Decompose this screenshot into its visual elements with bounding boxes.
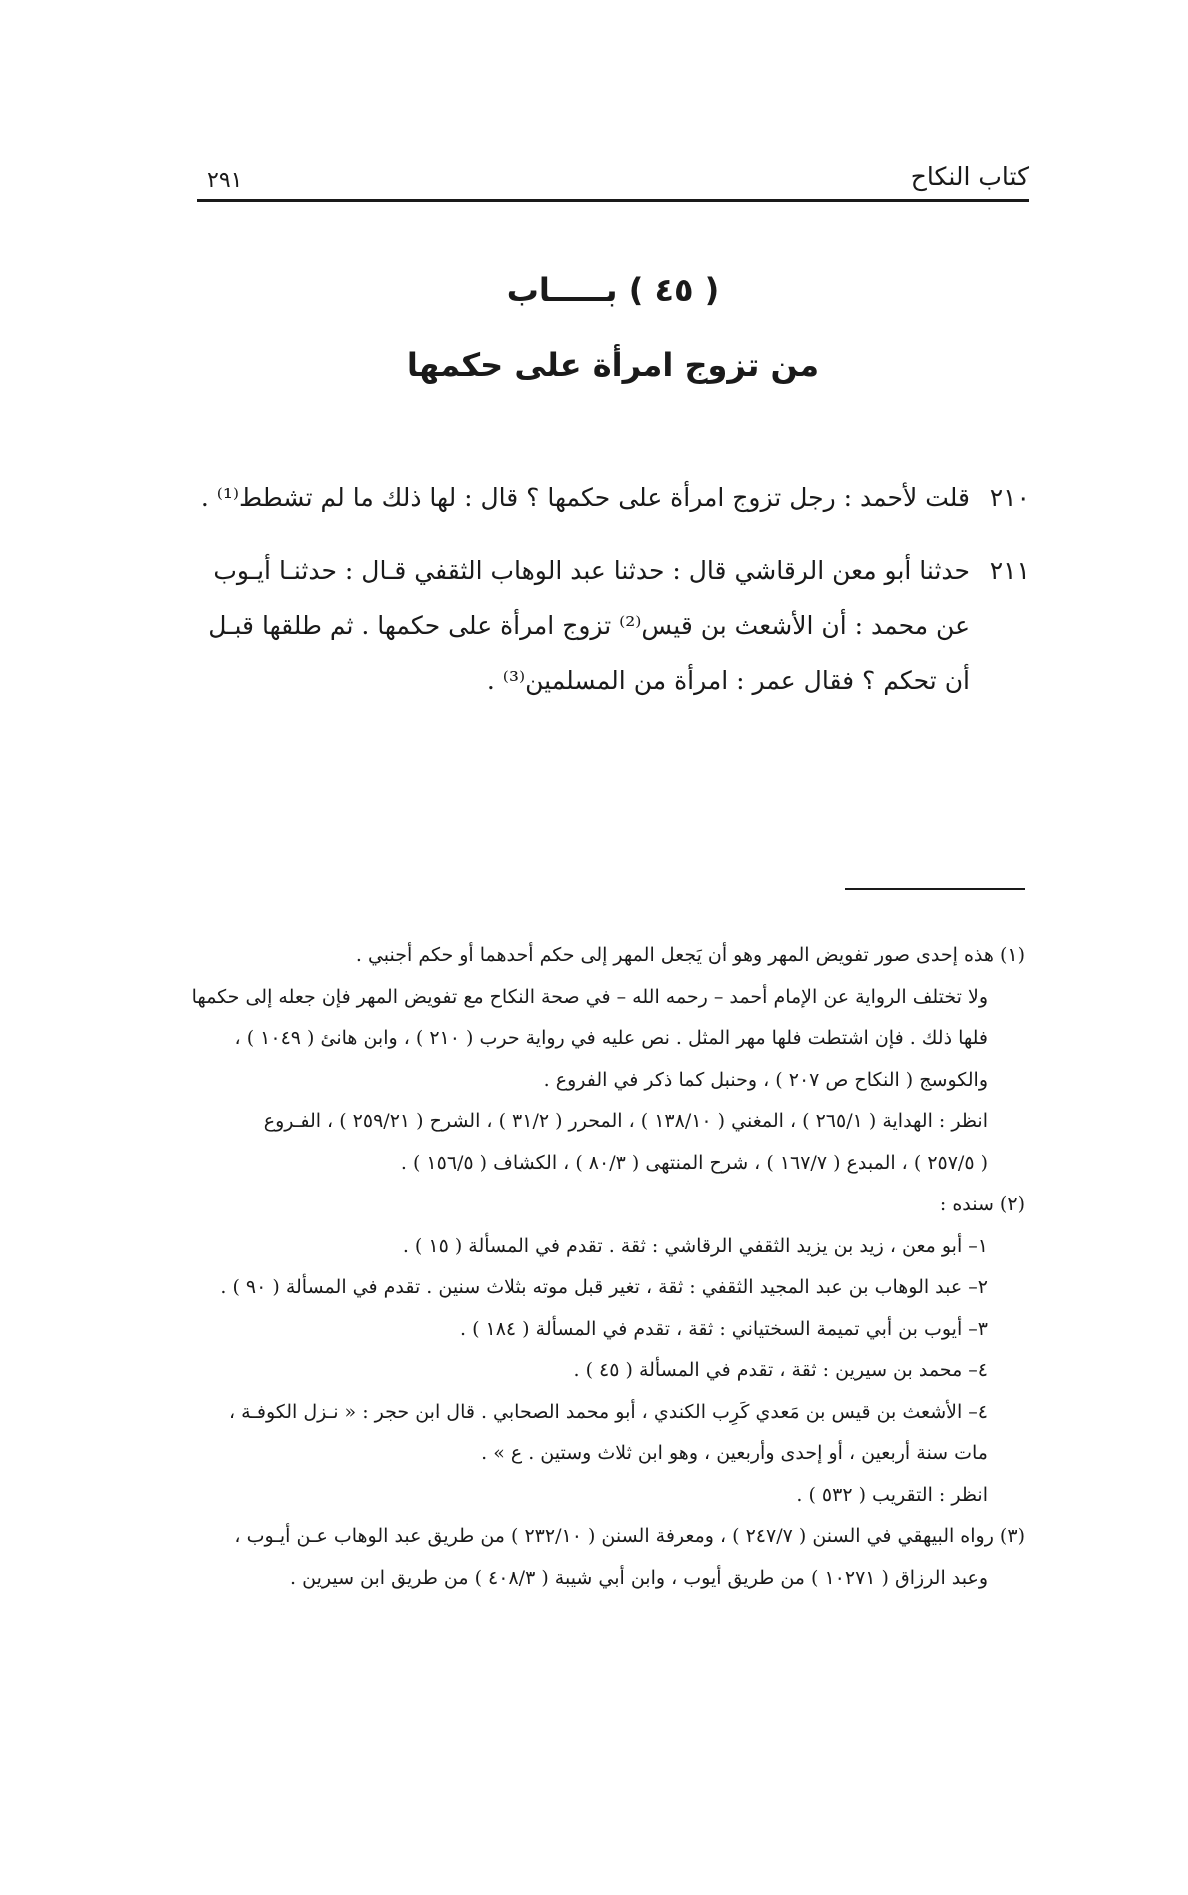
entry-number: ٢١٠ — [989, 483, 1030, 512]
entry-211 — [190, 543, 1030, 708]
footnote-line: ٤– محمد بن سيرين : ثقة ، تقدم في المسألة ( ٤٥ ) . — [573, 1359, 988, 1381]
entry-line — [190, 653, 1030, 708]
footnote-line: ٤– الأشعث بن قيس بن مَعدي كَرِب الكندي ، أبو محمد الصحابي . قال ابن حجر : « نـزل الكوفـة ، — [228, 1400, 988, 1423]
footnote-line: ولا تختلف الرواية عن الإمام أحمد – رحمه الله – في صحة النكاح مع تفويض المهر فإن جعله إلى حكمها — [191, 985, 988, 1008]
footnote-line: فلها ذلك . فإن اشتطت فلها مهر المثل . نص عليه في رواية حرب ( ٢١٠ ) ، وابن هانئ ( ١٠٤٩ ) ، — [234, 1027, 988, 1049]
entry-number: ٢١١ — [989, 556, 1030, 585]
running-header — [197, 160, 1029, 200]
header-rule — [197, 199, 1029, 202]
chapter-heading: ( ٤٥ ) بـــــاب — [506, 271, 720, 309]
footnote-line: (٢) سنده : — [939, 1193, 1025, 1215]
entry-text: حدثنا أبو معن الرقاشي قال : حدثنا عبد الوهاب الثقفي قـال : حدثنـا أيـوب — [213, 556, 970, 585]
footnote-separator — [845, 888, 1025, 890]
entry-text: قلت لأحمد : رجل تزوج امرأة على حكمها ؟ قال : لها ذلك ما لم تشطط⁽¹⁾ . — [200, 483, 970, 512]
footnote-line: ٣– أيوب بن أبي تميمة السختياني : ثقة ، تقدم في المسألة ( ١٨٤ ) . — [459, 1317, 988, 1340]
footnote-line: ١– أبو معن ، زيد بن يزيد الثقفي الرقاشي : ثقة . تقدم في المسألة ( ١٥ ) . — [402, 1234, 988, 1257]
entry-line — [190, 598, 1030, 653]
footnote-line: (٣) رواه البيهقي في السنن ( ٢٤٧/٧ ) ، ومعرفة السنن ( ٢٣٢/١٠ ) من طريق عبد الوهاب عـن أيـوب ، — [234, 1525, 1025, 1547]
footnotes — [190, 935, 1025, 1599]
footnote-line: ٢– عبد الوهاب بن عبد المجيد الثقفي : ثقة ، تغير قبل موته بثلاث سنين . تقدم في المسألة ( ٩٠ ) . — [220, 1276, 988, 1298]
entry-text: أن تحكم ؟ فقال عمر : امرأة من المسلمين⁽³⁾ . — [486, 666, 970, 695]
footnote-line: انظر : التقريب ( ٥٣٢ ) . — [796, 1483, 988, 1506]
entry-line — [190, 543, 1030, 598]
footnote-line: (١) هذه إحدى صور تفويض المهر وهو أن يَجعل المهر إلى حكم أحدهما أو حكم أجنبي . — [355, 944, 1025, 966]
footnote-line: وعبد الرزاق ( ١٠٢٧١ ) من طريق أيوب ، وابن أبي شيبة ( ٤٠٨/٣ ) من طريق ابن سيرين . — [290, 1566, 988, 1589]
entry-210 — [190, 470, 1030, 525]
footnote-line: مات سنة أربعين ، أو إحدى وأربعين ، وهو ابن ثلاث وستين . ع » . — [481, 1442, 988, 1464]
page-number: ٢٩١ — [207, 168, 243, 193]
footnote-line: ( ٢٥٧/٥ ) ، المبدع ( ١٦٧/٧ ) ، شرح المنتهى ( ٨٠/٣ ) ، الكشاف ( ١٥٦/٥ ) . — [400, 1151, 988, 1174]
footnote-line: والكوسج ( النكاح ص ٢٠٧ ) ، وحنبل كما ذكر في الفروع . — [543, 1068, 988, 1091]
footnote-line: انظر : الهداية ( ٢٦٥/١ ) ، المغني ( ١٣٨/١٠ ) ، المحرر ( ٣١/٢ ) ، الشرح ( ٢٥٩/٢١ ) ، الفـروع — [263, 1110, 988, 1132]
chapter-title: من تزوج امرأة على حكمها — [406, 346, 820, 384]
entry-text: عن محمد : أن الأشعث بن قيس⁽²⁾ تزوج امرأة على حكمها . ثم طلقها قبـل — [208, 611, 970, 640]
book-title: كتاب النكاح — [910, 162, 1029, 191]
